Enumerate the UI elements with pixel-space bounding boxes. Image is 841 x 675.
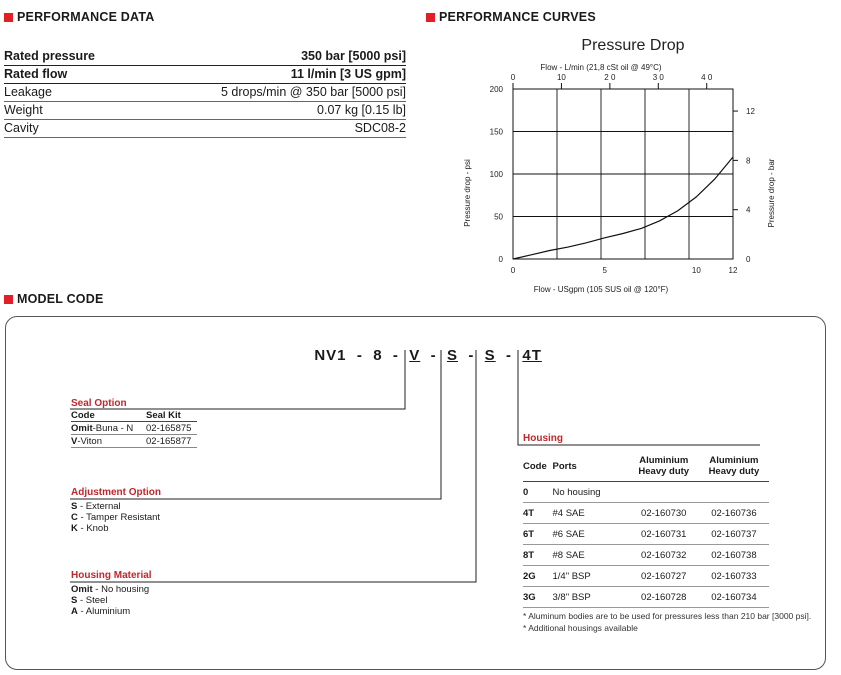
housing-code: 2G — [523, 566, 552, 587]
housing-note: * Aluminum bodies are to be used for pressures less than 210 bar [3000 psi]. — [523, 611, 812, 621]
seal-desc: -Buna - N — [92, 422, 134, 434]
code-housing: 4T — [522, 347, 542, 364]
adj-desc: - Tamper Resistant — [77, 512, 161, 523]
housing-part-a — [629, 482, 699, 503]
list-item — [71, 584, 152, 595]
table-row — [71, 435, 197, 448]
left-tick-label: 150 — [489, 127, 503, 137]
housing-note: * Additional housings available — [523, 623, 638, 633]
adjustment-option-block — [71, 487, 161, 534]
left-axis-label: Pressure drop - psi — [463, 159, 472, 227]
performance-data-title: PERFORMANCE DATA — [17, 10, 155, 24]
housing-code: 0 — [523, 482, 552, 503]
top-tick-label: 2 0 — [604, 73, 616, 82]
seal-code: Omit — [71, 422, 93, 434]
material-code: Omit — [71, 584, 93, 595]
code-dash: - — [506, 347, 513, 364]
x-tick-label: 5 — [602, 266, 607, 275]
top-tick-label: 10 — [556, 73, 566, 82]
material-desc: - Steel — [77, 595, 108, 606]
adj-code: K — [71, 523, 78, 534]
housing-code: 3G — [523, 587, 552, 608]
chart-title: Pressure Drop — [581, 37, 685, 54]
x-axis-label: Flow - USgpm (105 SUS oil @ 120°F) — [533, 285, 669, 294]
housing-part-b: 02-160736 — [699, 503, 769, 524]
seal-header-kit: Seal Kit — [146, 409, 197, 422]
housing-port: 1/4" BSP — [552, 566, 628, 587]
housing-connector — [518, 350, 760, 445]
seal-option-block — [71, 398, 197, 448]
right-tick-label: 12 — [746, 107, 755, 117]
seal-kit: 02-165875 — [146, 422, 197, 435]
left-tick-label: 0 — [498, 255, 503, 264]
performance-label: Rated flow — [4, 67, 68, 81]
table-row — [71, 422, 197, 435]
housing-code: 4T — [523, 503, 552, 524]
adjustment-option-title: Adjustment Option — [71, 487, 161, 498]
housing-port: #8 SAE — [552, 545, 628, 566]
housing-part-b: 02-160733 — [699, 566, 769, 587]
performance-value: SDC08-2 — [354, 121, 406, 135]
performance-curves-title: PERFORMANCE CURVES — [439, 10, 596, 24]
housing-header-aluminium: Aluminium Heavy duty — [629, 451, 699, 482]
left-tick-label: 50 — [494, 212, 503, 222]
table-row — [523, 587, 769, 608]
right-tick-label: 0 — [746, 255, 751, 264]
left-tick-label: 100 — [489, 170, 503, 179]
material-desc: - Aluminium — [77, 606, 131, 617]
performance-value: 11 l/min [3 US gpm] — [290, 67, 406, 81]
code-dash: - — [356, 347, 363, 364]
housing-material-block — [71, 570, 152, 617]
housing-port: #4 SAE — [552, 503, 628, 524]
housing-part-b — [699, 482, 769, 503]
list-item — [71, 523, 161, 534]
seal-header-code: Code — [71, 409, 146, 422]
table-row — [523, 566, 769, 587]
housing-part-a: 02-160727 — [629, 566, 699, 587]
housing-code: 8T — [523, 545, 552, 566]
housing-notes — [523, 610, 811, 634]
table-row — [523, 524, 769, 545]
top-tick-label: 4 0 — [701, 73, 713, 82]
top-axis-label: Flow - L/min (21,8 cSt oil @ 49°C) — [540, 63, 662, 72]
code-dash: - — [392, 347, 399, 364]
adj-code: C — [71, 512, 78, 523]
seal-code: V — [71, 435, 78, 447]
housing-part-b: 02-160738 — [699, 545, 769, 566]
performance-label: Rated pressure — [4, 49, 96, 63]
code-adjustment: S — [446, 347, 458, 364]
code-size: 8 — [373, 347, 383, 364]
adj-desc: - External — [77, 501, 121, 512]
housing-part-a: 02-160728 — [629, 587, 699, 608]
performance-label: Cavity — [4, 121, 39, 135]
right-tick-label: 4 — [746, 205, 751, 215]
seal-option-table — [71, 409, 197, 448]
adj-desc: - Knob — [77, 523, 109, 534]
table-row — [523, 545, 769, 566]
housing-part-a: 02-160732 — [629, 545, 699, 566]
housing-port: 3/8" BSP — [552, 587, 628, 608]
seal-kit: 02-165877 — [146, 435, 197, 448]
top-tick-label: 0 — [510, 73, 516, 82]
material-code: S — [71, 595, 78, 606]
housing-header-ports: Ports — [552, 451, 628, 482]
x-tick-label: 12 — [728, 266, 738, 275]
left-tick-label: 200 — [489, 85, 503, 94]
code-dash: - — [468, 347, 475, 364]
housing-port: No housing — [552, 482, 628, 503]
code-seal: V — [409, 347, 421, 364]
material-code: A — [71, 606, 78, 617]
housing-part-a: 02-160730 — [629, 503, 699, 524]
seal-option-title: Seal Option — [71, 398, 127, 409]
list-item — [71, 501, 161, 512]
housing-port: #6 SAE — [552, 524, 628, 545]
material-connector — [70, 350, 476, 582]
list-item — [71, 512, 161, 523]
code-dash: - — [430, 347, 437, 364]
code-series: NV1 — [314, 347, 347, 364]
housing-code: 6T — [523, 524, 552, 545]
seal-desc: -Viton — [77, 435, 102, 447]
performance-value: 5 drops/min @ 350 bar [5000 psi] — [220, 85, 406, 99]
housing-part-b: 02-160737 — [699, 524, 769, 545]
material-desc: - No housing — [92, 584, 150, 595]
model-code-title: MODEL CODE — [17, 292, 104, 306]
performance-value: 0.07 kg [0.15 lb] — [317, 103, 406, 117]
table-row — [523, 503, 769, 524]
right-axis-label: Pressure drop - bar — [767, 158, 776, 228]
code-housing-material: S — [484, 347, 496, 364]
table-row — [523, 482, 769, 503]
housing-header-aluminium-2: Aluminium Heavy duty — [699, 451, 769, 482]
right-tick-label: 8 — [746, 156, 751, 166]
housing-table — [523, 451, 769, 608]
housing-part-b: 02-160734 — [699, 587, 769, 608]
adj-code: S — [71, 501, 78, 512]
housing-material-title: Housing Material — [71, 570, 152, 581]
performance-label: Weight — [4, 103, 43, 117]
housing-part-a: 02-160731 — [629, 524, 699, 545]
performance-value: 350 bar [5000 psi] — [301, 49, 406, 63]
housing-header-code: Code — [523, 451, 552, 482]
housing-title: Housing — [523, 433, 563, 444]
x-tick-label: 10 — [691, 266, 701, 275]
list-item — [71, 595, 152, 606]
performance-label: Leakage — [4, 85, 52, 99]
x-tick-label: 0 — [510, 266, 516, 275]
top-tick-label: 3 0 — [652, 73, 664, 82]
list-item — [71, 606, 152, 617]
